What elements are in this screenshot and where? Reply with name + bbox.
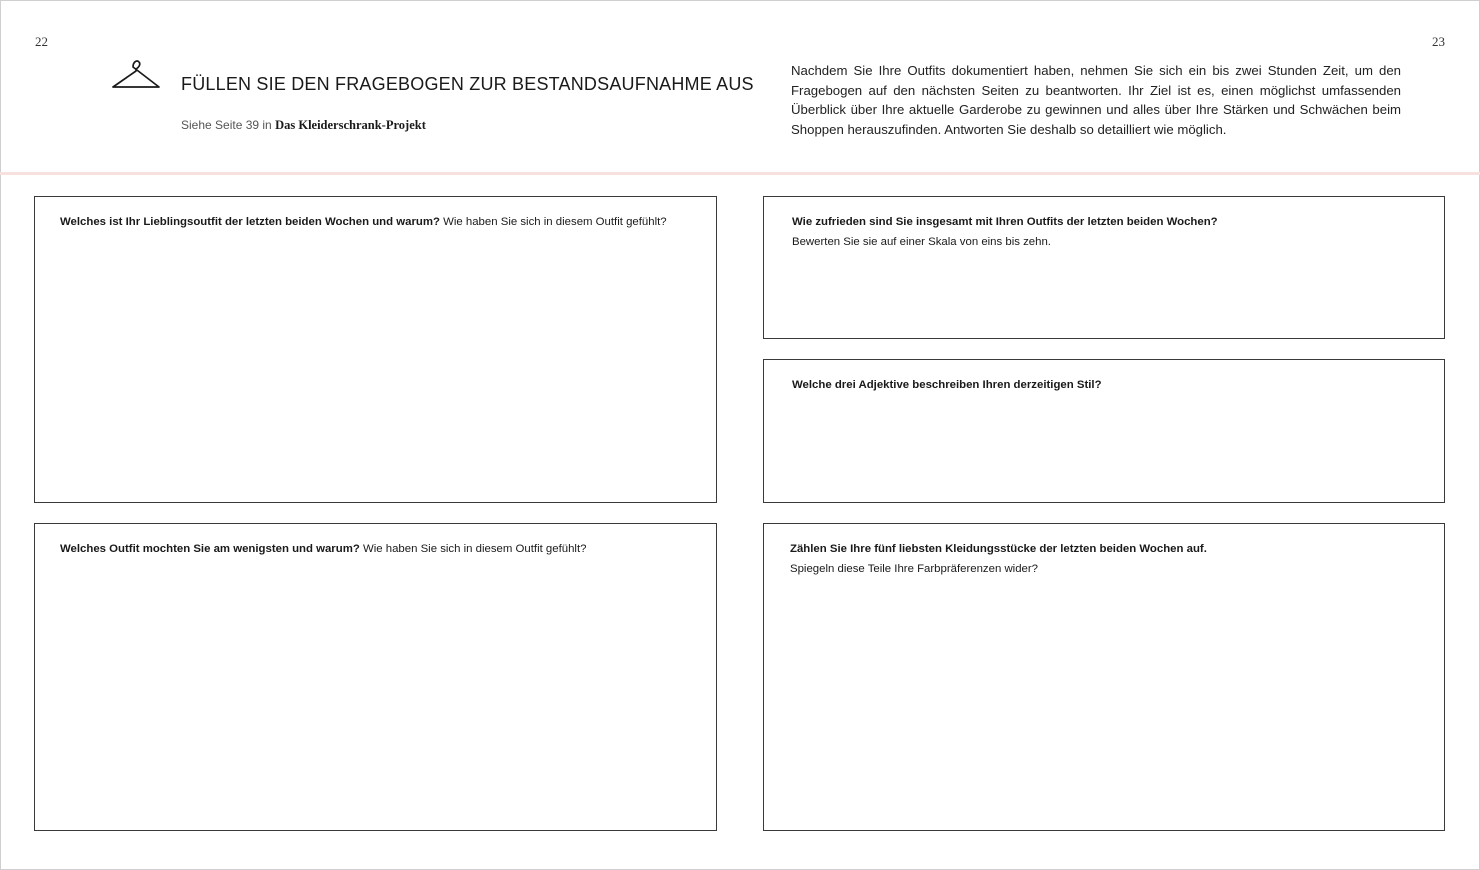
intro-paragraph: Nachdem Sie Ihre Outfits dokumentiert haben, nehmen Sie sich ein bis zwei Stunden Zeit, um den Fragebogen auf den nächsten Seiten zu beantworten. Ihr Ziel ist es, einen möglichst umfassenden Überblick über Ihre aktuelle Garderobe zu gewinnen und alles über Ihre Stärken und Schwächen beim Shoppen herauszufinden. Antworten Sie deshalb so detailliert wie möglich. [791, 63, 1401, 137]
question-normal-text: Wie haben Sie sich in diesem Outfit gefühlt? [359, 543, 587, 555]
book-reference [181, 118, 426, 133]
question-bold-text: Welches ist Ihr Lieblingsoutfit der letzten beiden Wochen und warum? [60, 216, 440, 228]
question-style-adjectives [792, 376, 1424, 396]
page-number-left: 22 [35, 34, 48, 49]
answer-box-style-adjectives[interactable] [763, 359, 1445, 503]
question-bold-text: Zählen Sie Ihre fünf liebsten Kleidungsstücke der letzten beiden Wochen auf. [790, 543, 1207, 555]
question-bold-text: Welche drei Adjektive beschreiben Ihren derzeitigen Stil? [792, 379, 1102, 391]
reference-book-title: Das Kleiderschrank-Projekt [275, 118, 426, 132]
answer-box-least-liked-outfit[interactable] [34, 523, 717, 831]
answer-box-satisfaction[interactable] [763, 196, 1445, 339]
question-bold-text: Wie zufrieden sind Sie insgesamt mit Ihren Outfits der letzten beiden Wochen? [792, 216, 1218, 228]
question-least-liked-outfit [60, 540, 696, 560]
page-number-right: 23 [1432, 34, 1445, 49]
question-favorite-pieces [790, 540, 1424, 579]
question-normal-text: Bewerten Sie sie auf einer Skala von eins bis zehn. [792, 235, 1051, 248]
answer-box-favorite-pieces[interactable] [763, 523, 1445, 831]
section-title: FÜLLEN SIE DEN FRAGEBOGEN ZUR BESTANDSAUFNAHME AUS [181, 74, 754, 94]
hanger-icon [111, 58, 161, 92]
question-favorite-outfit [60, 213, 696, 233]
question-bold-text: Welches Outfit mochten Sie am wenigsten und warum? [60, 543, 360, 555]
answer-box-favorite-outfit[interactable] [34, 196, 717, 503]
question-normal-text: Spiegeln diese Teile Ihre Farbpräferenzen wider? [790, 562, 1039, 575]
question-normal-text: Wie haben Sie sich in diesem Outfit gefühlt? [439, 216, 667, 228]
question-satisfaction [792, 213, 1424, 252]
reference-prefix: Siehe Seite 39 in [181, 118, 276, 132]
section-divider [0, 172, 1480, 175]
